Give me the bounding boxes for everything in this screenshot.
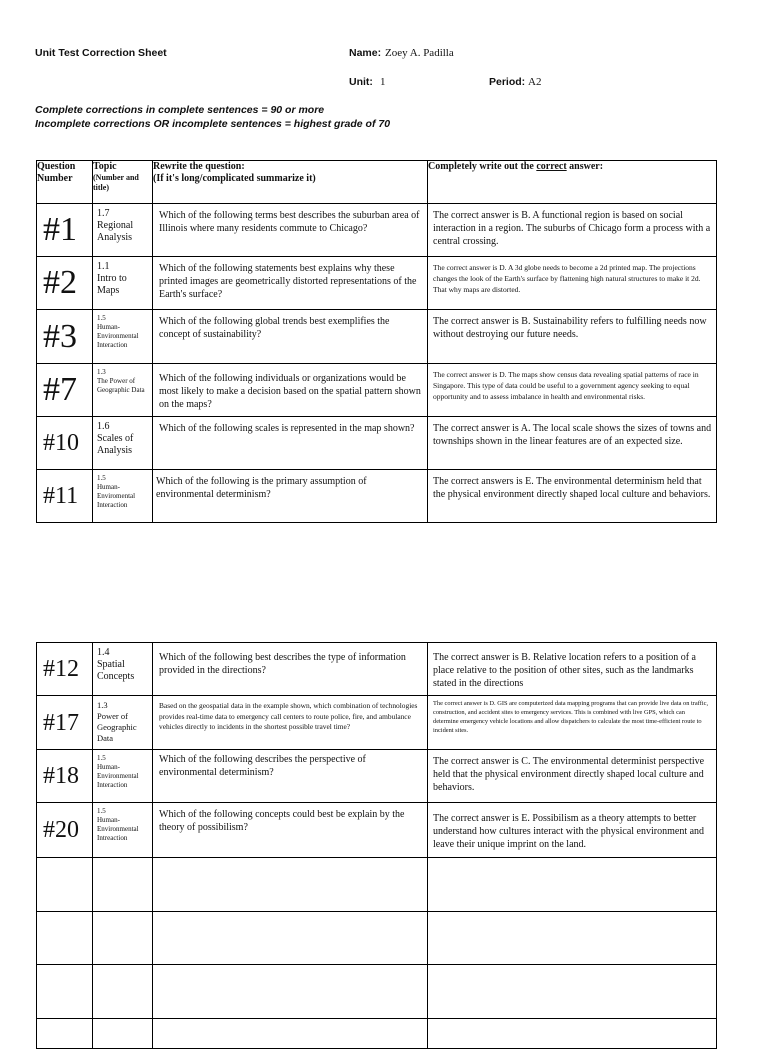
topic-cell (93, 257, 153, 310)
table-header-row (37, 161, 717, 204)
question-text: Which of the following individuals or organizations would be most likely to make a decision based on the spatial pattern shown on the maps? (153, 364, 428, 417)
question-number: #20 (37, 803, 93, 858)
topic-number: 1.5 (97, 754, 106, 762)
header-question-number (37, 161, 93, 204)
table-row (37, 696, 717, 750)
topic-cell (93, 204, 153, 257)
question-text: Which of the following scales is represented in the map shown? (153, 417, 428, 470)
table-row-empty (37, 858, 717, 912)
topic-title: Human-Environmental Interaction (97, 323, 139, 349)
answer-text: The correct answer is B. A functional region is based on social interaction in a region. The suburbs of Chicago form a process with a central crossing. (428, 204, 717, 257)
header-topic-label: Topic (93, 161, 117, 172)
empty-cell (93, 965, 153, 1019)
topic-number: 1.6 (97, 421, 110, 432)
topic-title: Intro to Maps (97, 273, 127, 296)
question-text: Which of the following terms best describes the suburban area of Illinois where many residents commute to Chicago? (153, 204, 428, 257)
empty-cell (153, 1019, 428, 1049)
empty-cell (93, 1019, 153, 1049)
question-number: #10 (37, 417, 93, 470)
question-text: Which of the following is the primary assumption of environmental determinism? (153, 470, 428, 523)
topic-title: Human-Environmental Interaction (97, 763, 139, 789)
name-label: Name: (349, 47, 382, 59)
question-text: Which of the following global trends best exemplifies the concept of sustainability? (153, 310, 428, 364)
empty-cell (428, 965, 717, 1019)
table-row (37, 364, 717, 417)
question-text: Which of the following best describes the type of information provided in the directions? (153, 643, 428, 696)
header-rewrite-line1: Rewrite the question: (153, 161, 245, 172)
table-row (37, 310, 717, 364)
question-number: #3 (37, 310, 93, 364)
table-row-empty (37, 912, 717, 965)
correction-table-2 (36, 642, 717, 1049)
topic-number: 1.4 (97, 647, 110, 658)
header-answer (428, 161, 717, 204)
topic-cell (93, 643, 153, 696)
empty-cell (37, 858, 93, 912)
topic-cell (93, 417, 153, 470)
question-number: #2 (37, 257, 93, 310)
question-number: #11 (37, 470, 93, 523)
instruction-line-2: Incomplete corrections OR incomplete sentences = highest grade of 70 (35, 118, 391, 130)
topic-title: Scales of Analysis (97, 433, 134, 456)
table-row (37, 417, 717, 470)
question-number: #7 (37, 364, 93, 417)
topic-number: 1.7 (97, 208, 110, 219)
question-number: #18 (37, 750, 93, 803)
topic-title: Power of Geographic Data (97, 711, 137, 743)
period-value: A2 (528, 76, 542, 88)
table-row (37, 803, 717, 858)
topic-title: Regional Analysis (97, 220, 134, 243)
topic-cell (93, 470, 153, 523)
topic-cell (93, 696, 153, 750)
table-row (37, 643, 717, 696)
header-answer-underlined: correct (536, 161, 567, 172)
answer-text: The correct answer is D. GIS are computerized data mapping programs that can provide live data on traffic, construction, and accident sites to emergency services. This is combined with live GPS, which can determine emergency vehicle locations and allow dispatchers to calculate the most time-efficient route to incident sites. (428, 696, 717, 750)
answer-text: The correct answer is B. Sustainability refers to fulfilling needs now without destroying our future needs. (428, 310, 717, 364)
unit-value: 1 (380, 76, 386, 88)
empty-cell (428, 912, 717, 965)
header-question-number-line1: Question (37, 161, 76, 172)
header-answer-pre: Completely write out the (428, 161, 537, 172)
answer-text: The correct answer is D. A 3d globe needs to become a 2d printed map. The projections changes the look of the Earth's surface by flattening high natural structures to make it 2d. That why maps are distorted. (428, 257, 717, 310)
answer-text: The correct answer is E. Possibilism as a theory attempts to better understand how cultures interact with the physical environment and leave their unique imprint on the land. (428, 803, 717, 858)
topic-number: 1.5 (97, 807, 106, 815)
correction-table-1 (36, 160, 717, 523)
empty-cell (93, 858, 153, 912)
question-number: #17 (37, 696, 93, 750)
empty-cell (37, 912, 93, 965)
question-number: #1 (37, 204, 93, 257)
question-text: Which of the following concepts could best be explain by the theory of possibilism? (153, 803, 428, 858)
answer-text: The correct answer is A. The local scale shows the sizes of towns and townships shown in the linear features are of an expected size. (428, 417, 717, 470)
empty-cell (153, 912, 428, 965)
unit-label: Unit: (349, 76, 373, 88)
table-row (37, 750, 717, 803)
header-topic-sub: (Number and title) (93, 173, 139, 192)
header-topic (93, 161, 153, 204)
header-rewrite-line2: (If it's long/complicated summarize it) (153, 173, 316, 184)
empty-cell (37, 1019, 93, 1049)
table-row (37, 470, 717, 523)
topic-title: Spatial Concepts (97, 659, 135, 682)
answer-text: The correct answer is C. The environmental determinist perspective held that the physical environment directly shaped local culture and behaviors. (428, 750, 717, 803)
topic-number: 1.1 (97, 261, 110, 272)
period-label: Period: (489, 76, 526, 88)
question-text: Based on the geospatial data in the example shown, which combination of technologies provides real-time data to emergency call centers to route police, fire, and ambulance vehicles directly to incidents in the shortest possible travel time? (153, 696, 428, 750)
topic-cell (93, 750, 153, 803)
question-number: #12 (37, 643, 93, 696)
header-rewrite (153, 161, 428, 204)
question-text: Which of the following describes the perspective of environmental determinism? (153, 750, 428, 803)
topic-cell (93, 803, 153, 858)
empty-cell (153, 965, 428, 1019)
answer-text: The correct answer is D. The maps show census data revealing spatial patterns of race in Singapore. This type of data could be useful to a government agency seeking to equal opportunity and to assess imbalance in health and environmental risks. (428, 364, 717, 417)
table-row (37, 204, 717, 257)
answer-text: The correct answer is B. Relative location refers to a position of a place relative to the position of other sites, such as the landmarks stated in the directions (428, 643, 717, 696)
topic-title: Human-Environmental Intreaction (97, 816, 139, 842)
empty-cell (428, 1019, 717, 1049)
table-row (37, 257, 717, 310)
instruction-line-1: Complete corrections in complete sentences = 90 or more (35, 104, 325, 116)
topic-cell (93, 364, 153, 417)
topic-title: Human-Enviromental Interaction (97, 483, 136, 509)
name-value: Zoey A. Padilla (385, 47, 454, 59)
header-question-number-line2: Number (37, 173, 73, 184)
topic-cell (93, 310, 153, 364)
empty-cell (153, 858, 428, 912)
empty-cell (428, 858, 717, 912)
topic-number: 1.5 (97, 474, 106, 482)
table-row-empty (37, 1019, 717, 1049)
sheet-title: Unit Test Correction Sheet (35, 47, 167, 59)
topic-number: 1.3 (97, 700, 108, 710)
answer-text: The correct answers is E. The environmental determinism held that the physical environment directly shaped local culture and behaviors. (428, 470, 717, 523)
topic-number: 1.3 (97, 368, 106, 376)
question-text: Which of the following statements best explains why these printed images are geometrically distorted representations of the Earth's surface? (153, 257, 428, 310)
topic-number: 1.5 (97, 314, 106, 322)
empty-cell (37, 965, 93, 1019)
header-answer-post: answer: (566, 161, 604, 172)
empty-cell (93, 912, 153, 965)
table-row-empty (37, 965, 717, 1019)
topic-title: The Power of Geographic Data (97, 377, 145, 394)
